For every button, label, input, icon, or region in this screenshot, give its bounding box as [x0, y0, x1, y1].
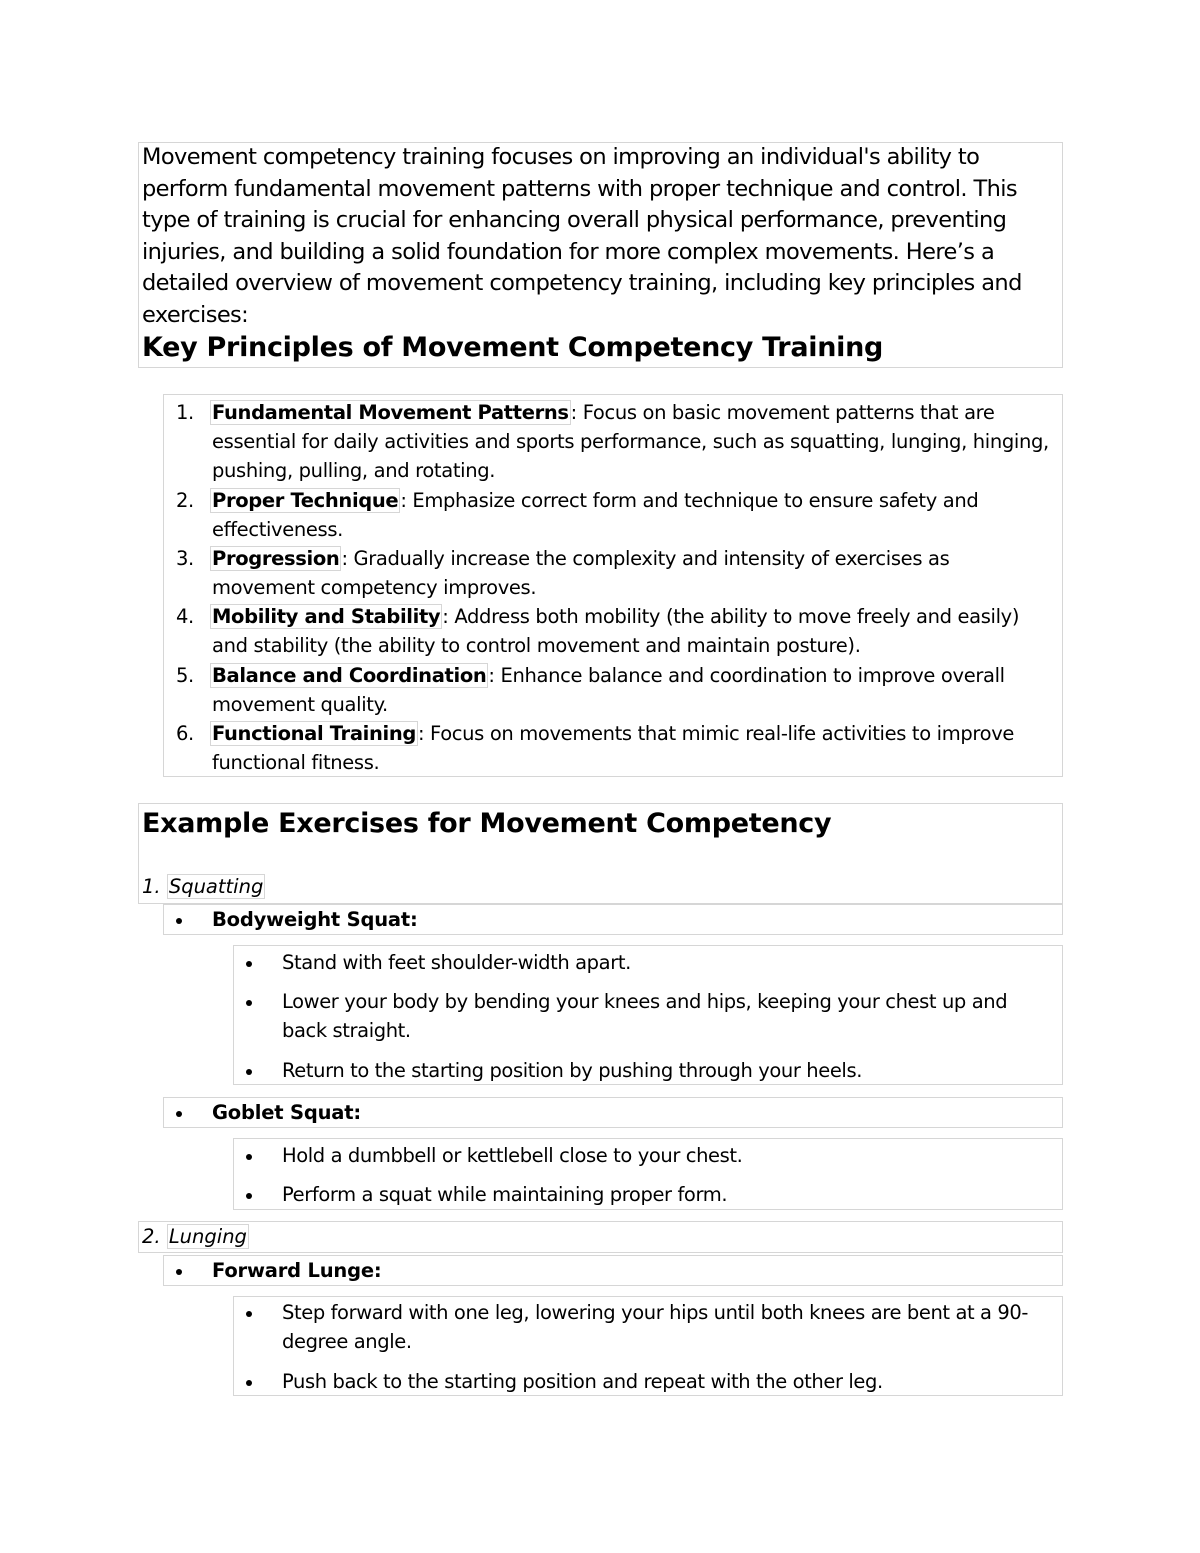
- principle-term: Mobility and Stability: [212, 605, 441, 628]
- exercise-name: Bodyweight Squat:: [212, 908, 418, 931]
- bullet-icon: [246, 1180, 252, 1209]
- principle-number: 5.: [176, 664, 194, 687]
- step-text: Push back to the starting position and repeat with the other leg.: [282, 1370, 883, 1393]
- bullet-icon: [176, 906, 182, 934]
- bullet-icon: [246, 1141, 252, 1170]
- principle-number: 6.: [176, 722, 194, 745]
- principle-term: Progression: [212, 547, 340, 570]
- exercise-name: Forward Lunge:: [212, 1259, 382, 1282]
- exercise-name: Goblet Squat:: [212, 1101, 361, 1124]
- bullet-icon: [246, 1298, 252, 1327]
- bullet-icon: [246, 987, 252, 1016]
- bullet-icon: [246, 948, 252, 977]
- group-title: Lunging: [168, 1225, 247, 1248]
- principle-number: 4.: [176, 605, 194, 628]
- step-text: Step forward with one leg, lowering your hips until both knees are bent at a 90-degree angle.: [282, 1301, 1029, 1353]
- group-title-outline: [138, 1221, 1063, 1253]
- key-principles-heading: Key Principles of Movement Competency Training: [142, 332, 884, 363]
- exercise-group-title: [142, 1224, 249, 1250]
- principle-number: 1.: [176, 401, 194, 424]
- bullet-icon: [176, 1099, 182, 1127]
- principle-text: : Focus on basic movement patterns that are essential for daily activities and sports performance, such as squatting, lunging, hinging, pushing, pulling, and rotating.: [212, 401, 1049, 482]
- bullet-icon: [176, 1257, 182, 1285]
- group-number: 1.: [142, 875, 161, 898]
- principle-text: : Focus on movements that mimic real-life activities to improve functional fitness.: [212, 722, 1015, 774]
- group-title: Squatting: [168, 875, 264, 898]
- step-text: Return to the starting position by pushing through your heels.: [282, 1059, 863, 1082]
- principle-text: : Enhance balance and coordination to improve overall movement quality.: [212, 664, 1005, 716]
- exercise-group-title: [142, 874, 265, 900]
- bullet-icon: [246, 1056, 252, 1085]
- principle-number: 3.: [176, 547, 194, 570]
- step-text: Stand with feet shoulder-width apart.: [282, 951, 631, 974]
- step-text: Perform a squat while maintaining proper form.: [282, 1183, 728, 1206]
- principle-term: Fundamental Movement Patterns: [212, 401, 569, 424]
- bullet-icon: [246, 1367, 252, 1396]
- principle-text: : Emphasize correct form and technique to ensure safety and effectiveness.: [212, 489, 979, 541]
- principle-number: 2.: [176, 489, 194, 512]
- principle-term: Proper Technique: [212, 489, 399, 512]
- example-exercises-heading: Example Exercises for Movement Competency: [142, 808, 832, 839]
- step-text: Lower your body by bending your knees and hips, keeping your chest up and back straight.: [282, 990, 1008, 1042]
- principle-term: Functional Training: [212, 722, 416, 745]
- principle-term: Balance and Coordination: [212, 664, 487, 687]
- group-number: 2.: [142, 1225, 161, 1248]
- step-text: Hold a dumbbell or kettlebell close to your chest.: [282, 1144, 743, 1167]
- intro-paragraph: Movement competency training focuses on improving an individual's ability to perform fundamental movement patterns with proper technique and control. This type of training is crucial for enhancing overall physical performance, preventing injuries, and building a solid foundation for more complex movements. Here’s a detailed overview of movement competency training, including key principles and exercises:: [142, 144, 1022, 328]
- principle-text: : Address both mobility (the ability to move freely and easily) and stability (the ability to control movement and maintain posture).: [212, 605, 1020, 657]
- principle-text: : Gradually increase the complexity and intensity of exercises as movement competency improves.: [212, 547, 950, 599]
